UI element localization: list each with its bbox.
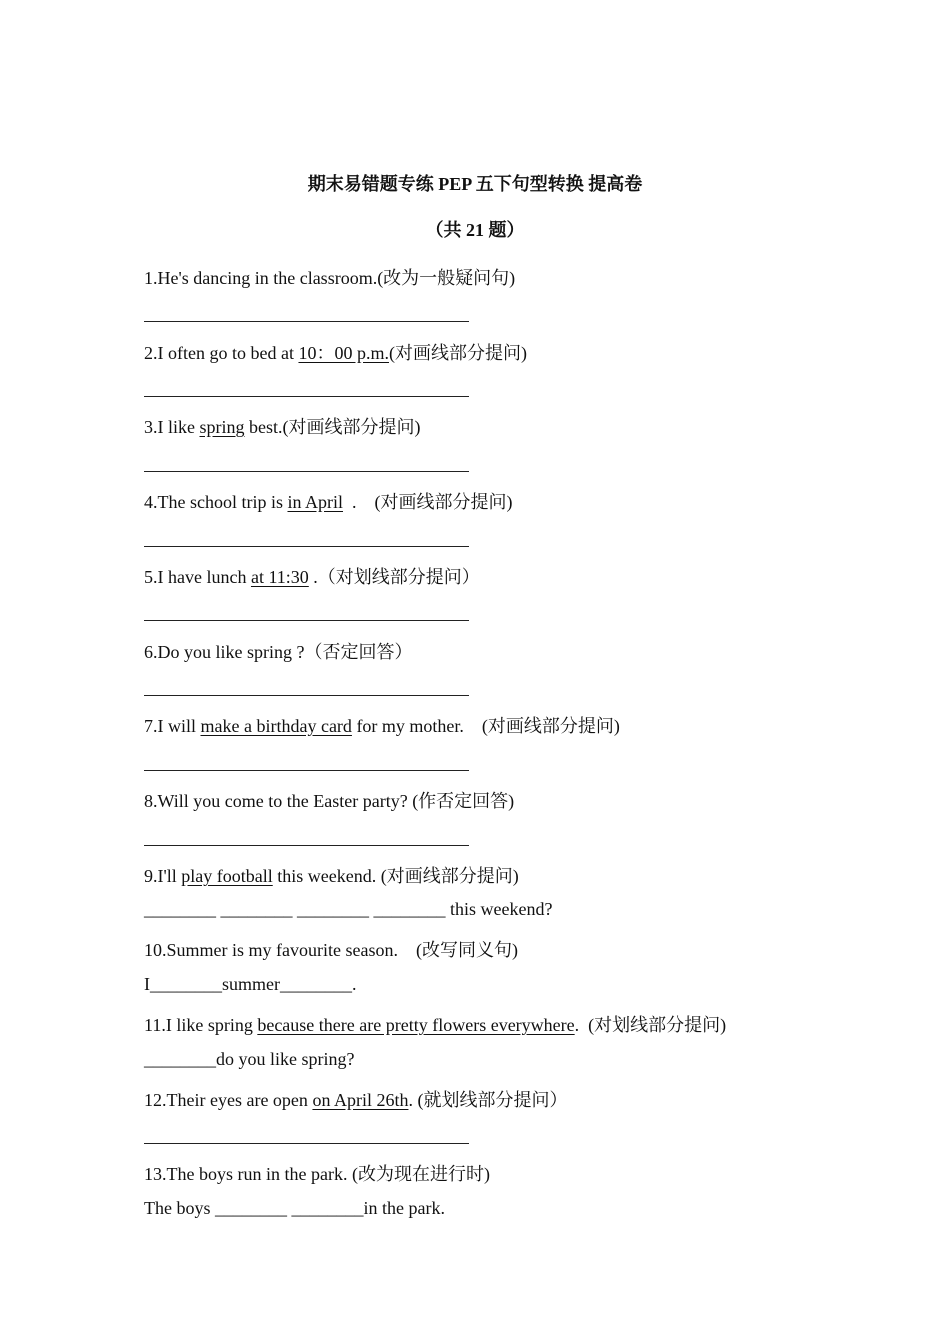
question-5	[144, 563, 480, 589]
question-13: 13.The boys run in the park. (改为现在进行时)	[144, 1164, 490, 1184]
question-5-instruction: .（对划线部分提问）	[308, 567, 480, 587]
answer-13-blanks[interactable]: The boys ________ ________in the park.	[144, 1198, 445, 1218]
question-4	[144, 488, 513, 514]
question-1: 1.He's dancing in the classroom.(改为一般疑问句)	[144, 268, 516, 288]
question-10: 10.Summer is my favourite season. (改写同义句)	[144, 940, 518, 960]
underlined-part: in April	[287, 492, 343, 512]
underlined-part: 10：00 p.m.	[298, 343, 389, 363]
question-11	[144, 1011, 726, 1037]
question-3-text: 3.I like	[144, 417, 200, 437]
question-11-instruction: . (对划线部分提问)	[574, 1015, 727, 1035]
question-9-text: 9.I'll	[144, 866, 182, 886]
question-6: 6.Do you like spring ?（否定回答）	[144, 642, 413, 662]
question-5-text: 5.I have lunch	[144, 567, 251, 587]
underlined-part: on April 26th	[312, 1090, 409, 1110]
answer-11-blanks[interactable]: ________do you like spring?	[144, 1049, 355, 1069]
underlined-part: because there are pretty flowers everywhere	[257, 1015, 575, 1035]
question-12-instruction: . (就划线部分提问）	[408, 1090, 568, 1110]
answer-line-8[interactable]	[144, 845, 469, 846]
underlined-part: play football	[181, 866, 273, 886]
answer-line-2[interactable]	[144, 396, 469, 397]
answer-line-4[interactable]	[144, 546, 469, 547]
worksheet-title: 期末易错题专练 PEP 五下句型转换 提高卷	[307, 174, 643, 194]
question-12	[144, 1086, 567, 1112]
question-3	[144, 413, 420, 439]
answer-line-6[interactable]	[144, 695, 469, 696]
answer-line-1[interactable]	[144, 321, 469, 322]
question-9-instruction: this weekend. (对画线部分提问)	[272, 866, 519, 886]
question-4-instruction: . (对画线部分提问)	[343, 492, 513, 512]
question-7-instruction: for my mother. (对画线部分提问)	[351, 716, 620, 736]
underlined-part: make a birthday card	[200, 716, 352, 736]
question-9	[144, 862, 519, 888]
question-3-instruction: best.(对画线部分提问)	[244, 417, 421, 437]
question-count: （共 21 题）	[425, 220, 525, 240]
underlined-part: at 11:30	[250, 567, 309, 587]
question-7-text: 7.I will	[144, 716, 201, 736]
question-12-text: 12.Their eyes are open	[144, 1090, 313, 1110]
question-8: 8.Will you come to the Easter party? (作否定回答)	[144, 791, 515, 811]
answer-line-5[interactable]	[144, 620, 469, 621]
answer-line-3[interactable]	[144, 471, 469, 472]
question-7	[144, 712, 620, 738]
answer-10-blanks[interactable]: I________summer________.	[144, 974, 357, 994]
answer-line-7[interactable]	[144, 770, 469, 771]
answer-9-blanks[interactable]: ________ ________ ________ ________ this weekend?	[144, 899, 553, 919]
answer-line-12[interactable]	[144, 1143, 469, 1144]
question-11-text: 11.I like spring	[144, 1015, 258, 1035]
question-2	[144, 339, 527, 365]
question-2-text: 2.I often go to bed at	[144, 343, 299, 363]
question-4-text: 4.The school trip is	[144, 492, 288, 512]
question-2-instruction: (对画线部分提问)	[388, 343, 527, 363]
underlined-part: spring	[199, 417, 245, 437]
